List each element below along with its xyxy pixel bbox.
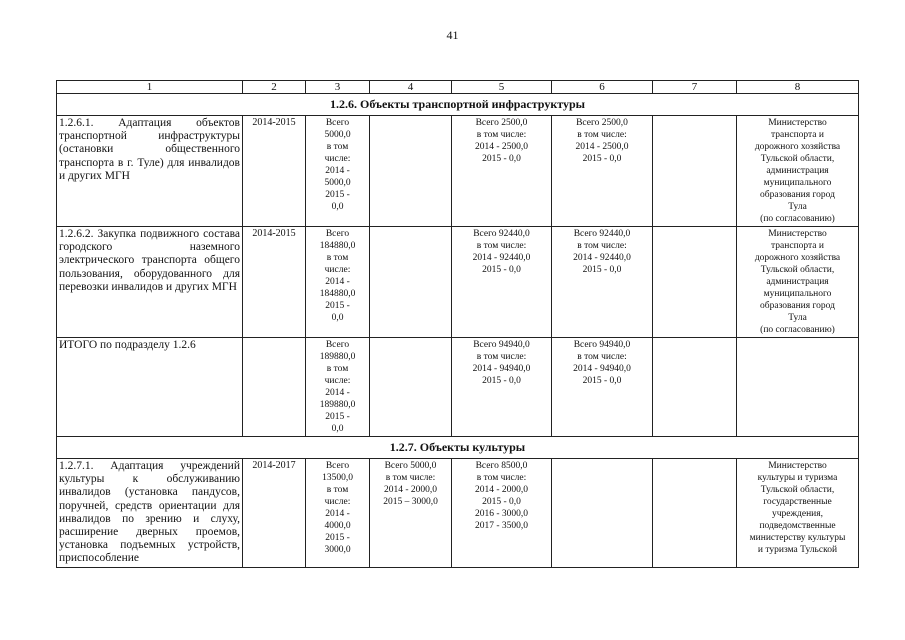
table-row (57, 227, 859, 338)
funding-col5-cell: Всего 94940,0 в том числе: 2014 - 94940,0 2015 - 0,0 (452, 338, 552, 437)
funding-col6-cell (552, 459, 653, 568)
funding-col4-cell (370, 227, 452, 338)
column-number: 4 (370, 81, 452, 94)
period-cell (243, 338, 306, 437)
funding-total-cell: Всего 184880,0 в том числе: 2014 - 184880,0 2015 - 0,0 (306, 227, 370, 338)
period-cell: 2014-2017 (243, 459, 306, 568)
program-table (56, 80, 859, 568)
section-heading-culture: 1.2.7. Объекты культуры (57, 437, 859, 459)
column-number-row (57, 81, 859, 94)
period-cell: 2014-2015 (243, 116, 306, 227)
table-row (57, 459, 859, 568)
funding-col5-cell: Всего 2500,0 в том числе: 2014 - 2500,0 2015 - 0,0 (452, 116, 552, 227)
column-number: 2 (243, 81, 306, 94)
funding-col7-cell (653, 116, 737, 227)
column-number: 5 (452, 81, 552, 94)
funding-total-cell: Всего 189880,0 в том числе: 2014 - 189880,0 2015 - 0,0 (306, 338, 370, 437)
section-heading-transport: 1.2.6. Объекты транспортной инфраструктуры (57, 94, 859, 116)
funding-col7-cell (653, 338, 737, 437)
executor-cell (737, 338, 859, 437)
page-number: 41 (446, 28, 459, 42)
measure-name: 1.2.6.1. Адаптация объектов транспортной инфраструктуры (остановки общественного транспорта в г. Туле) для инвалидов и других МГН (57, 116, 243, 227)
funding-col5-cell: Всего 8500,0 в том числе: 2014 - 2000,0 2015 - 0,0 2016 - 3000,0 2017 - 3500,0 (452, 459, 552, 568)
funding-col6-cell: Всего 94940,0 в том числе: 2014 - 94940,0 2015 - 0,0 (552, 338, 653, 437)
funding-total-cell: Всего 13500,0 в том числе: 2014 - 4000,0 2015 - 3000,0 (306, 459, 370, 568)
column-number: 1 (57, 81, 243, 94)
funding-total-cell: Всего 5000,0 в том числе: 2014 - 5000,0 2015 - 0,0 (306, 116, 370, 227)
subtotal-label: ИТОГО по подразделу 1.2.6 (57, 338, 243, 437)
executor-cell: Министерство культуры и туризма Тульской области, государственные учреждения, подведомственные министерству культуры и туризма Тульской (737, 459, 859, 568)
column-number: 3 (306, 81, 370, 94)
executor-cell: Министерство транспорта и дорожного хозяйства Тульской области, администрация муниципального образования город Тула (по согласованию) (737, 116, 859, 227)
funding-col6-cell: Всего 92440,0 в том числе: 2014 - 92440,0 2015 - 0,0 (552, 227, 653, 338)
funding-col5-cell: Всего 92440,0 в том числе: 2014 - 92440,0 2015 - 0,0 (452, 227, 552, 338)
column-number: 7 (653, 81, 737, 94)
period-cell: 2014-2015 (243, 227, 306, 338)
executor-cell: Министерство транспорта и дорожного хозяйства Тульской области, администрация муниципального образования город Тула (по согласованию) (737, 227, 859, 338)
funding-col4-cell: Всего 5000,0 в том числе: 2014 - 2000,0 2015 – 3000,0 (370, 459, 452, 568)
column-number: 8 (737, 81, 859, 94)
section-heading-row (57, 437, 859, 459)
measure-name: 1.2.6.2. Закупка подвижного состава городского наземного электрического транспорта общего пользования, оборудованного для перевозки инвалидов и других МГН (57, 227, 243, 338)
section-heading-row (57, 94, 859, 116)
table-row (57, 116, 859, 227)
funding-col4-cell (370, 116, 452, 227)
column-number: 6 (552, 81, 653, 94)
funding-col6-cell: Всего 2500,0 в том числе: 2014 - 2500,0 2015 - 0,0 (552, 116, 653, 227)
table-row-subtotal (57, 338, 859, 437)
measure-name: 1.2.7.1. Адаптация учреждений культуры к обслуживанию инвалидов (установка пандусов, поручней, средств ориентации для инвалидов по зрению и слуху, расширение дверных проемов, установка подъемных устройств, приспособление (57, 459, 243, 568)
funding-col7-cell (653, 227, 737, 338)
funding-col7-cell (653, 459, 737, 568)
funding-col4-cell (370, 338, 452, 437)
